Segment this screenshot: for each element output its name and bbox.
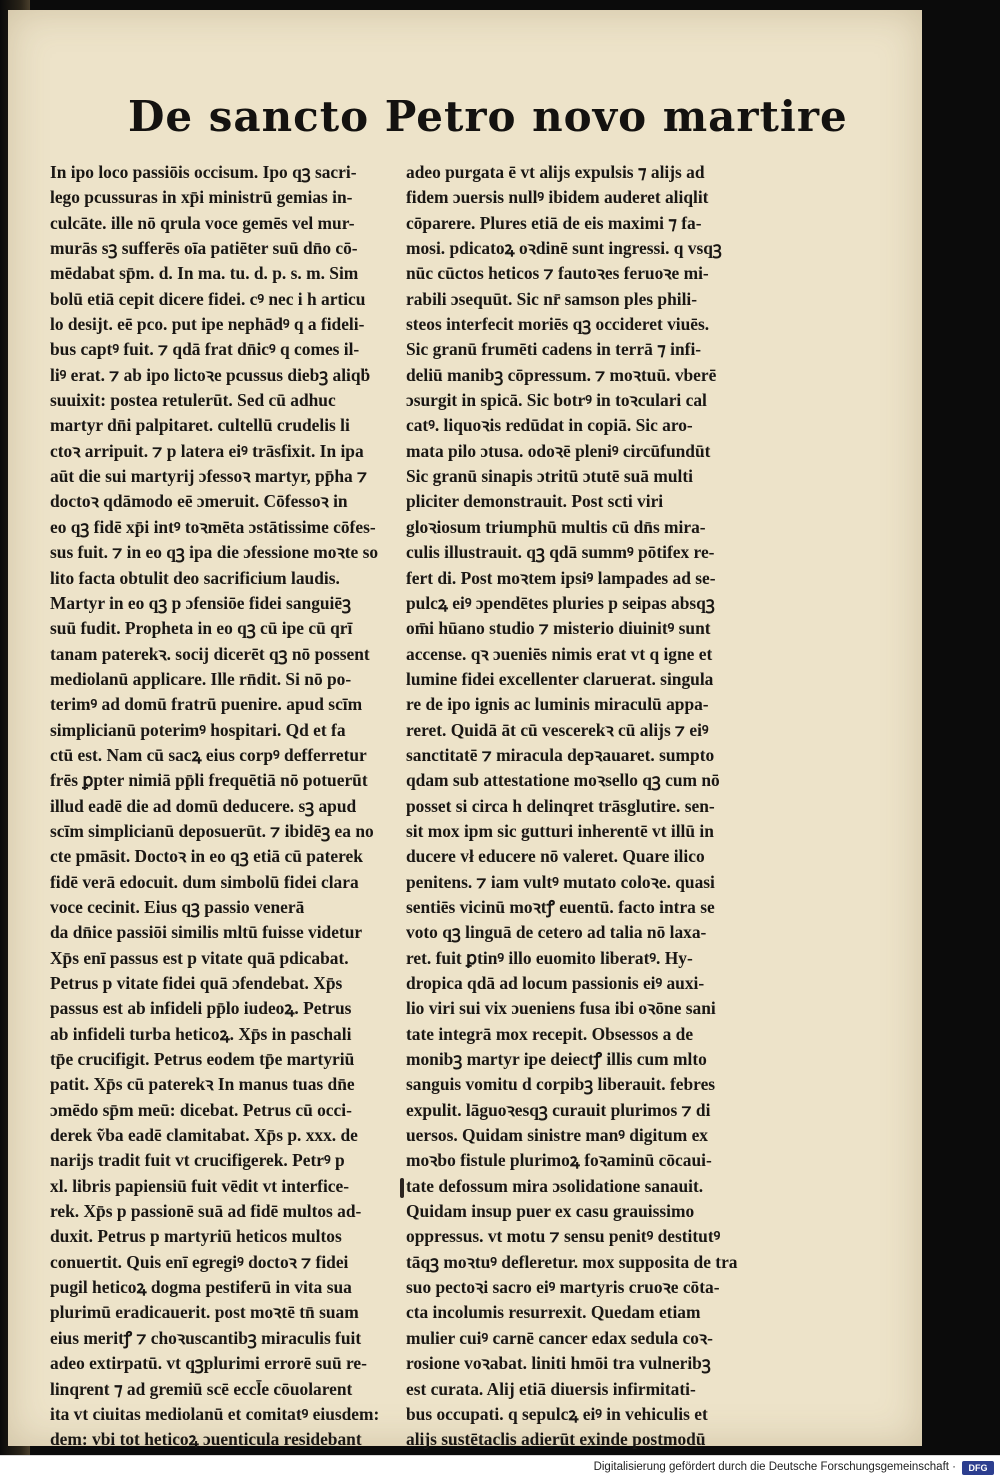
- right-column-line: cta incolumis resurrexit. Quedam etiam: [406, 1302, 701, 1323]
- right-column-line: cōparere. Plures etiā de eis maximi ⁊ fa-: [406, 212, 702, 233]
- right-column-line: reret. Quidā āt cū vescerekꝛ cū alijs ⁊ eiꝰ: [406, 719, 709, 740]
- right-column-line: catꝰ. liquoꝛis redūdat in copiā. Sic aro-: [406, 415, 693, 436]
- left-column-line: simplicianū poterimꝰ hospitari. Qd et fa: [50, 719, 346, 740]
- left-column-line: Xp̄s enī passus est p vitate quā pdicabat.: [50, 947, 349, 968]
- left-column-line: Petrus p vitate fidei quā ɔfendebat. Xp̄s: [50, 973, 343, 993]
- left-column-line: sus fuit. ⁊ in eo qꝫ ipa die ɔfessione moꝛte so: [50, 542, 379, 563]
- right-column-line: penitens. ⁊ iam vultꝰ mutato coloꝛe. quasi: [406, 871, 715, 892]
- right-column-line: om̄i hūano studio ⁊ misterio diuinitꝰ sunt: [406, 618, 711, 639]
- right-column-line: fert di. Post moꝛtem ipsiꝰ lampades ad se-: [406, 567, 716, 588]
- left-column-line: illud eadē die ad domū deducere. sꝫ apud: [50, 795, 357, 816]
- ink-mark: [400, 1178, 404, 1198]
- left-column-line: da dn̄ice passiōi similis mltū fuisse videtur: [50, 922, 363, 943]
- left-column-line: derek ṽba eadē clamitabat. Xp̄s p. xxx. de: [50, 1125, 358, 1146]
- right-column-line: ɔsurgit in spicā. Sic botrꝰ in toꝛculari cal: [406, 390, 707, 411]
- left-column-line: martyr dn̄i palpitaret. cultellū crudelis li: [50, 415, 350, 436]
- right-column-line: monibꝫ martyr ipe deiectꝭ illis cum mlto: [406, 1049, 707, 1070]
- right-column-line: Sic granū frumēti cadens in terrā ⁊ infi-: [406, 339, 702, 360]
- left-column-line: doctoꝛ qdāmodo eē ɔmeruit. Cōfessoꝛ in: [50, 491, 348, 512]
- left-column-line: murās sꝫ sufferēs oīa patiēter suū dn̄o cō-: [50, 238, 358, 259]
- left-column-line: plurimū eradicauerit. post moꝛtē tn̄ suam: [50, 1302, 359, 1323]
- left-column-line: narijs tradit fuit vt crucifigerek. Petrꝰ p: [50, 1150, 345, 1171]
- left-column-line: lo desijt. eē pco. put ipe nephādꝰ q a fideli-: [50, 314, 365, 335]
- right-column-line: qdam sub attestatione moꝛsello qꝫ cum nō: [406, 770, 720, 791]
- left-column-line: conuertit. Quis enī egregiꝰ doctoꝛ ⁊ fidei: [50, 1251, 349, 1272]
- right-column-line: est curata. Alij etiā diuersis infirmitati-: [406, 1378, 696, 1399]
- right-column-line: steos interfecit moriēs qꝫ occideret viuēs.: [406, 314, 710, 335]
- left-column-line: culcāte. ille nō qrula voce gemēs vel mur-: [50, 212, 355, 233]
- right-column-line: oppressus. vt motu ⁊ sensu penitꝰ destitutꝰ: [406, 1226, 721, 1247]
- left-column-line: Martyr in eo qꝫ p ɔfensiōe fidei sanguiēꝫ: [50, 592, 351, 613]
- right-column-line: Quidam insup puer ex casu grauissimo: [406, 1201, 695, 1222]
- incunable-page: [8, 10, 922, 1450]
- right-column-line: pliciter demonstrauit. Post scti viri: [406, 491, 664, 512]
- left-column-line: suuixit: postea retulerūt. Sed cū adhuc: [50, 390, 336, 411]
- left-column-line: liꝰ erat. ⁊ ab ipo lictoꝛe pcussus diebꝫ aliqḃ: [50, 364, 371, 385]
- left-column-line: aūt die sui martyrij ɔfessoꝛ martyr, pp̄ha ⁊: [50, 466, 368, 487]
- right-column-line: ducere vł educere nō valeret. Quare ilico: [406, 846, 705, 867]
- right-column-line: lio viri sui vix ɔueniens fusa ibi oꝛōne sani: [406, 998, 716, 1019]
- right-column-line: suo pectoꝛi sacro eiꝰ martyris cruoꝛe cōta-: [406, 1277, 720, 1298]
- right-column-line: culis illustrauit. qꝫ qdā summꝰ pōtifex re-: [406, 542, 715, 563]
- left-column-line: terimꝰ ad domū fratrū puenire. apud scīm: [50, 694, 363, 715]
- left-column-line: bus captꝰ fuit. ⁊ qdā frat dn̄icꝰ q comes il-: [50, 339, 360, 360]
- left-column-line: rek. Xp̄s p passionē suā ad fidē multos ad-: [50, 1201, 362, 1222]
- right-column-line: accense. qꝛ ɔueniēs nimis erat vt q igne et: [406, 643, 713, 664]
- left-column-line: frēs ꝑpter nimiā pp̄li frequētiā nō potuerūt: [50, 770, 368, 791]
- right-column-line: fidem ɔuersis nullꝰ ibidem auderet aliqlit: [406, 187, 709, 208]
- left-column-line: voce cecinit. Eius qꝫ passio venerā: [50, 896, 305, 917]
- right-column-line: voto qꝫ linguā de cetero ad talia nō laxa-: [406, 922, 707, 943]
- right-column-line: Sic granū sinapis ɔtritū ɔtutē suā multi: [406, 466, 693, 487]
- page-title: De sancto Petro novo martire: [128, 92, 848, 141]
- right-column-line: deliū manibꝫ cōpressum. ⁊ moꝛtuū. vberē: [406, 364, 717, 385]
- right-column-line: pulcꝝ eiꝰ ɔpendētes pluries p seipas absqꝫ: [406, 592, 715, 613]
- left-column-line: eo qꝫ fidē xp̄i intꝰ toꝛmēta ɔstātissime cōfes-: [50, 516, 376, 537]
- right-column-line: rabili ɔsequūt. Sic nr̄ samson ples phili-: [406, 288, 698, 309]
- left-column-line: patit. Xp̄s cū paterekꝛ In manus tuas dn̄e: [50, 1074, 355, 1095]
- left-column-line: pugil heticoꝝ dogma pestiferū in vita sua: [50, 1277, 352, 1298]
- right-column-line: mata pilo ɔtusa. odoꝛē pleniꝰ circūfundūt: [406, 440, 711, 461]
- right-column-line: mosi. pdicatoꝝ oꝛdinē sunt ingressi. q vsqꝫ: [406, 238, 722, 259]
- right-column-line: sanguis vomitu d corpibꝫ liberauit. febres: [406, 1074, 716, 1095]
- dfg-logo-icon: DFG: [962, 1461, 994, 1475]
- right-column-line: tāqꝫ moꝛtuꝰ defleretur. mox supposita de tra: [406, 1251, 738, 1272]
- left-column-line: mediolanū applicare. Ille rn̄dit. Si nō po-: [50, 668, 352, 689]
- right-column-line: moꝛbo fistule plurimoꝝ foꝛaminū cōcaui-: [406, 1150, 712, 1171]
- left-column-line: suū fudit. Propheta in eo qꝫ cū ipe cū qrī: [50, 618, 353, 639]
- left-column-line: ita vt ciuitas mediolanū et comitatꝰ eiusdem:: [50, 1403, 380, 1424]
- footer-bar: [0, 1455, 1000, 1481]
- right-column-line: gloꝛiosum triumphū multis cū dn̄s mira-: [406, 516, 706, 537]
- right-column-line: tate integrā mox recepit. Obsessos a de: [406, 1023, 694, 1044]
- footer-credit: Digitalisierung gefördert durch die Deutsche Forschungsgemeinschaft ·: [593, 1461, 956, 1473]
- right-column-line: mulier cuiꝰ carnē cancer edax sedula coꝛ-: [406, 1327, 713, 1348]
- left-column-line: passus est ab infideli pp̄lo iudeoꝝ. Petrus: [50, 998, 352, 1019]
- left-column-line: tp̄e crucifigit. Petrus eodem tp̄e martyriū: [50, 1049, 355, 1070]
- left-column-line: xl. libris papiensiū fuit vēdit vt interfice-: [50, 1175, 350, 1196]
- right-column-line: alijs sustētaclis adierūt exinde postmodū: [406, 1429, 706, 1450]
- right-column-line: sit mox ipm sic gutturi inherentē vt illū in: [406, 820, 714, 841]
- right-column-line: nūc cūctos heticos ⁊ fautoꝛes feruoꝛe mi-: [406, 263, 709, 284]
- left-column-line: ctū est. Nam cū sacꝝ eius corpꝰ defferretur: [50, 744, 367, 765]
- left-column-line: duxit. Petrus p martyriū heticos multos: [50, 1226, 342, 1247]
- left-column-line: bolū etiā cepit dicere fidei. cꝰ nec i h articu: [50, 288, 366, 309]
- right-column-line: tate defossum mira ɔsolidatione sanauit.: [406, 1175, 704, 1196]
- left-column-line: tanam paterekꝛ. socij dicerēt qꝫ nō possent: [50, 643, 370, 664]
- right-column-line: re de ipo ignis ac luminis miraculū appa-: [406, 694, 709, 715]
- right-column-line: posset si circa h delinqret trāsglutire. sen-: [406, 795, 715, 816]
- right-column-line: ret. fuit ꝑtinꝰ illo euomito liberatꝰ. Hy-: [406, 947, 693, 968]
- left-column-line: linqrent ⁊ ad gremiū scē eccl̄e cōuolarent: [50, 1378, 353, 1399]
- left-column-line: lito facta obtulit deo sacrificium laudis.: [50, 567, 340, 588]
- left-column-line: ɔmēdo sp̄m meū: dicebat. Petrus cū occi-: [50, 1099, 352, 1120]
- right-column-line: adeo purgata ē vt alijs expulsis ⁊ alijs ad: [406, 162, 705, 182]
- left-column-line: dem: vbi tot heticoꝝ ɔuenticula residebant: [50, 1429, 362, 1450]
- left-column-line: ab infideli turba heticoꝝ. Xp̄s in paschali: [50, 1023, 352, 1044]
- left-column-line: mēdabat sp̄m. d. In ma. tu. d. p. s. m. Sim: [50, 263, 359, 284]
- right-column-line: uersos. Quidam sinistre manꝰ digitum ex: [406, 1125, 708, 1146]
- text-column-left: [50, 160, 395, 1453]
- text-column-right: [406, 160, 751, 1453]
- left-column-line: In ipo loco passiōis occisum. Ipo qꝫ sacri-: [50, 162, 357, 182]
- left-column-line: scīm simplicianū deposuerūt. ⁊ ibidēꝫ ea no: [50, 820, 374, 841]
- right-column-line: dropica qdā ad locum passionis eiꝰ auxi-: [406, 973, 705, 993]
- left-column-line: adeo extirpatū. vt qꝫplurimi errorē suū re-: [50, 1353, 367, 1374]
- right-column-line: rosione voꝛabat. liniti hmōi tra vulneribꝫ: [406, 1353, 711, 1374]
- left-column-line: cte pmāsit. Doctoꝛ in eo qꝫ etiā cū paterek: [50, 846, 363, 867]
- right-column-line: bus occupati. q sepulcꝝ eiꝰ in vehiculis et: [406, 1403, 708, 1424]
- right-column-line: sentiēs vicinū moꝛtꝭ euentū. facto intra se: [406, 896, 715, 917]
- right-column-line: lumine fidei excellenter claruerat. singula: [406, 668, 714, 689]
- left-column-line: lego pcussuras in xp̄i ministrū gemias in-: [50, 187, 353, 208]
- right-column-line: expulit. lāguoꝛesqꝫ curauit plurimos ⁊ di: [406, 1099, 711, 1120]
- left-column-line: eius meritꝭ ⁊ choꝛuscantibꝫ miraculis fuit: [50, 1327, 362, 1348]
- left-column-line: ctoꝛ arripuit. ⁊ p latera eiꝰ trāsfixit. In ipa: [50, 440, 364, 461]
- left-column-line: fidē verā edocuit. dum simbolū fidei clara: [50, 871, 359, 892]
- right-column-line: sanctitatē ⁊ miracula depꝛauaret. sumpto: [406, 744, 715, 765]
